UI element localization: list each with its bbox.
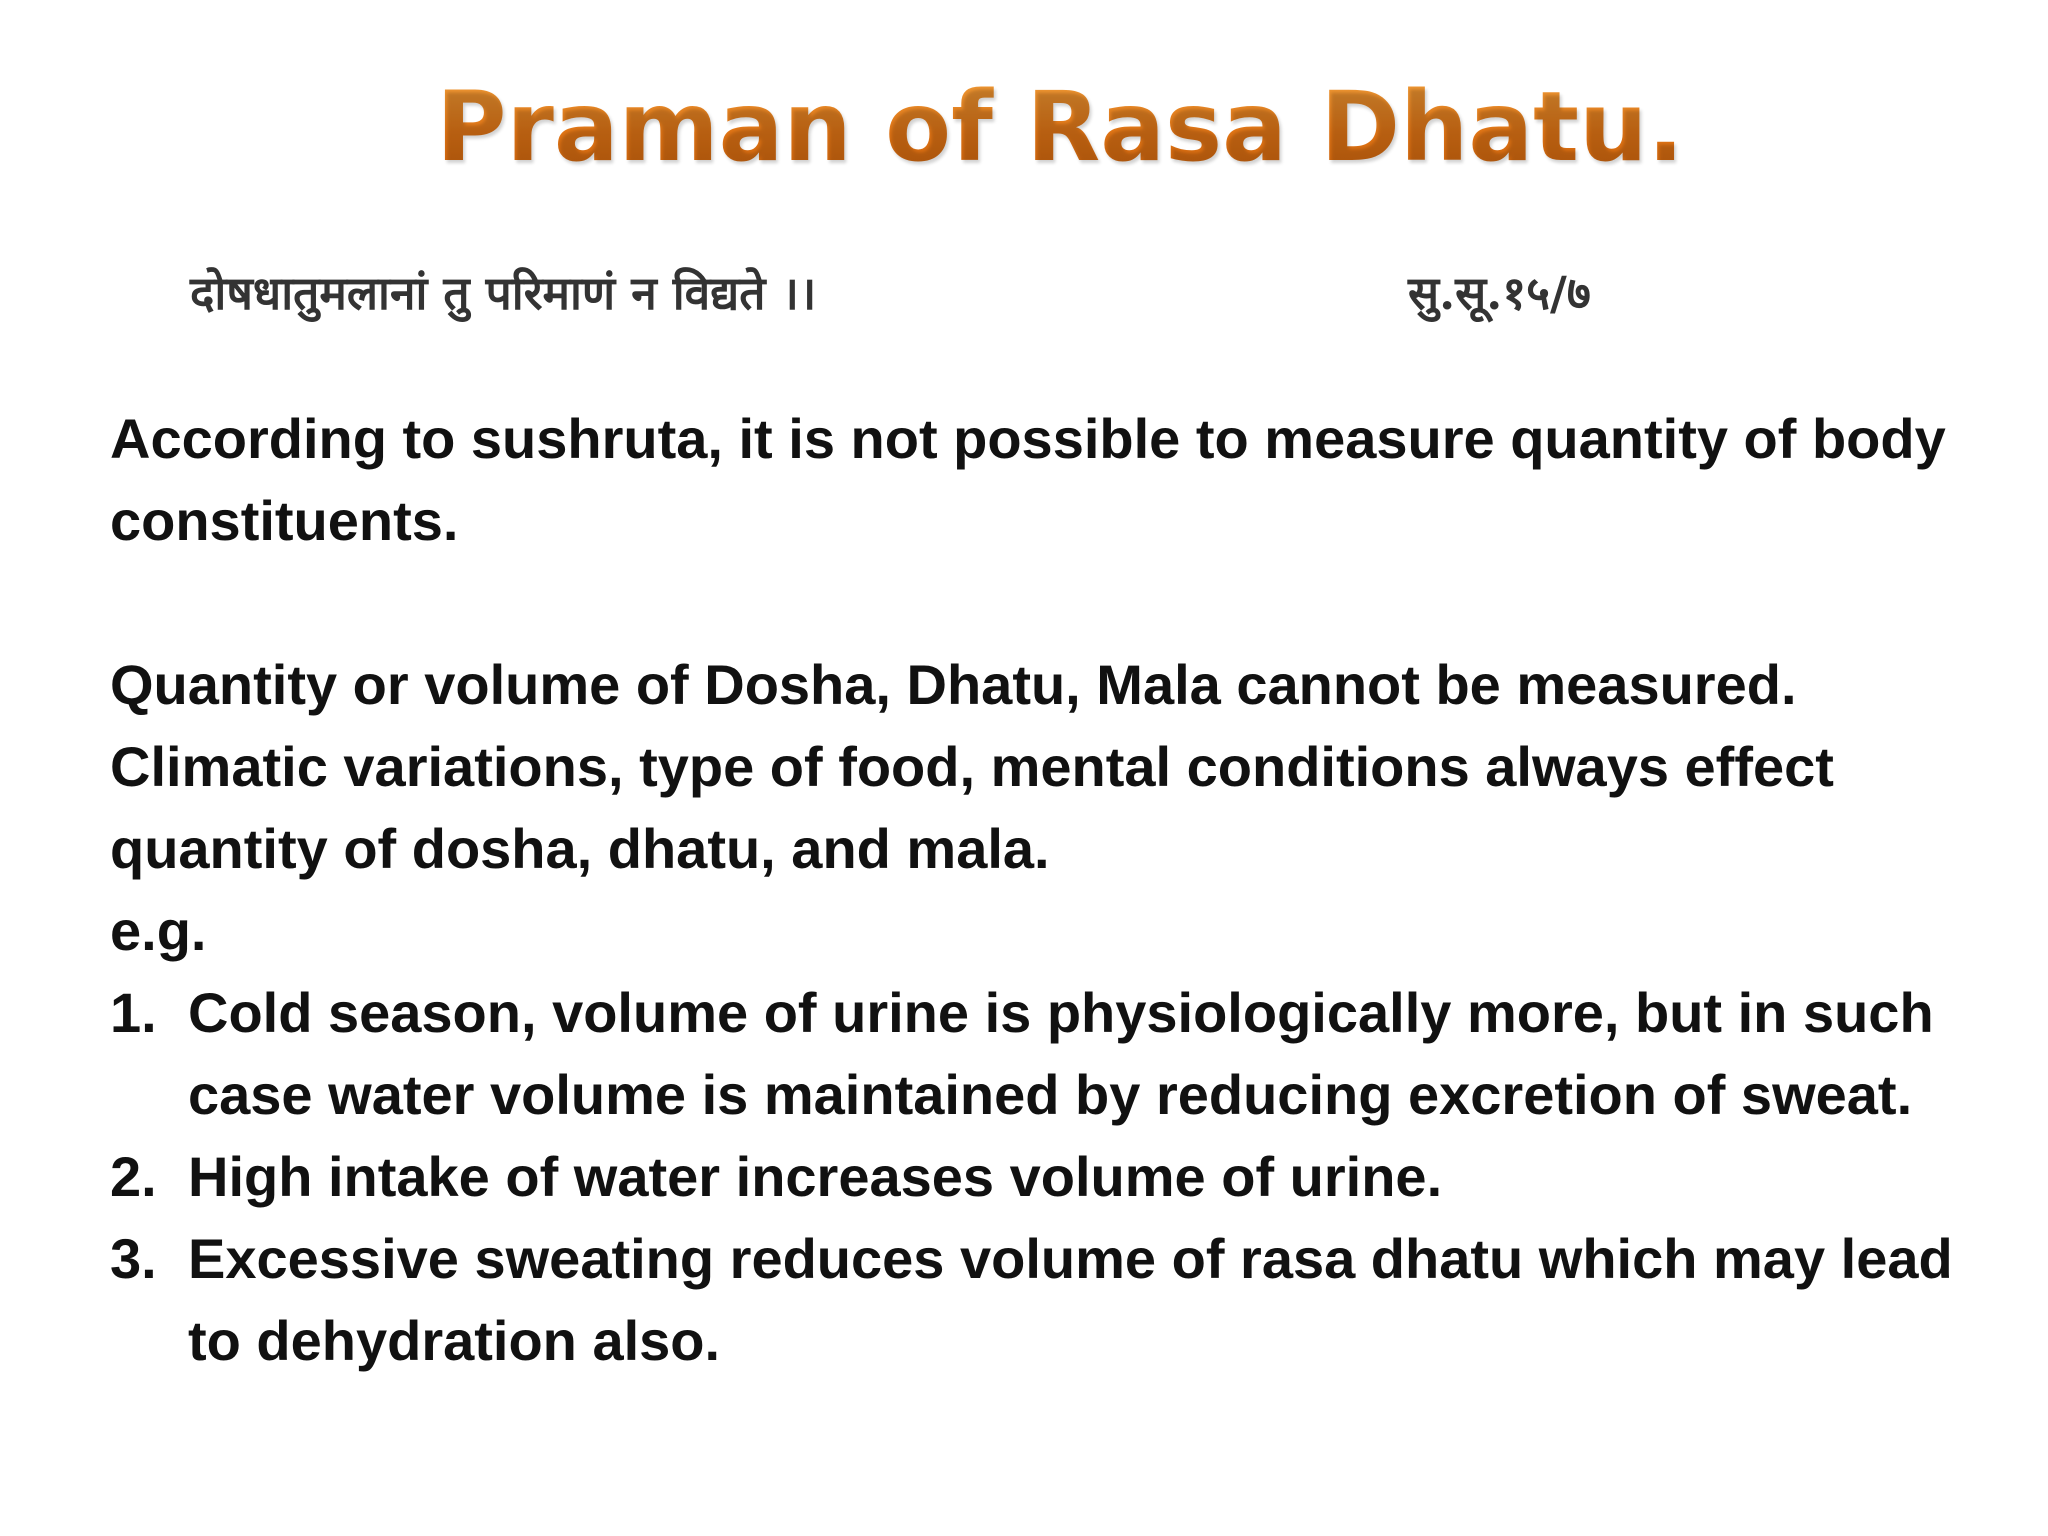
list-item-number: 1. bbox=[110, 981, 157, 1044]
slide-title: Praman of Rasa Dhatu. bbox=[0, 62, 2048, 192]
verse-reference: सु.सू.१५/७ bbox=[1408, 266, 1591, 320]
paragraph-quantity: Quantity or volume of Dosha, Dhatu, Mala cannot be measured. Climatic variations, type of food, mental conditions always effect quantity of dosha, dhatu, and mala. bbox=[110, 653, 1834, 880]
sanskrit-verse: दोषधातुमलानां तु परिमाणं न विद्यते ।। bbox=[190, 266, 817, 320]
paragraph-spacer bbox=[110, 562, 1990, 644]
list-item-number: 2. bbox=[110, 1145, 157, 1208]
examples-list bbox=[110, 972, 1990, 1382]
list-item bbox=[110, 1136, 1990, 1218]
list-item bbox=[110, 972, 1990, 1136]
list-item-number: 3. bbox=[110, 1227, 157, 1290]
list-item-text: Cold season, volume of urine is physiologically more, but in such case water volume is maintained by reducing excretion of sweat. bbox=[188, 981, 1934, 1126]
list-item-text: Excessive sweating reduces volume of rasa dhatu which may lead to dehydration also. bbox=[188, 1227, 1953, 1372]
list-item bbox=[110, 1218, 1990, 1382]
slide-body bbox=[110, 398, 1990, 1382]
list-item-text: High intake of water increases volume of urine. bbox=[188, 1145, 1443, 1208]
example-label: e.g. bbox=[110, 899, 207, 962]
paragraph-sushruta: According to sushruta, it is not possible to measure quantity of body constituents. bbox=[110, 407, 1946, 552]
